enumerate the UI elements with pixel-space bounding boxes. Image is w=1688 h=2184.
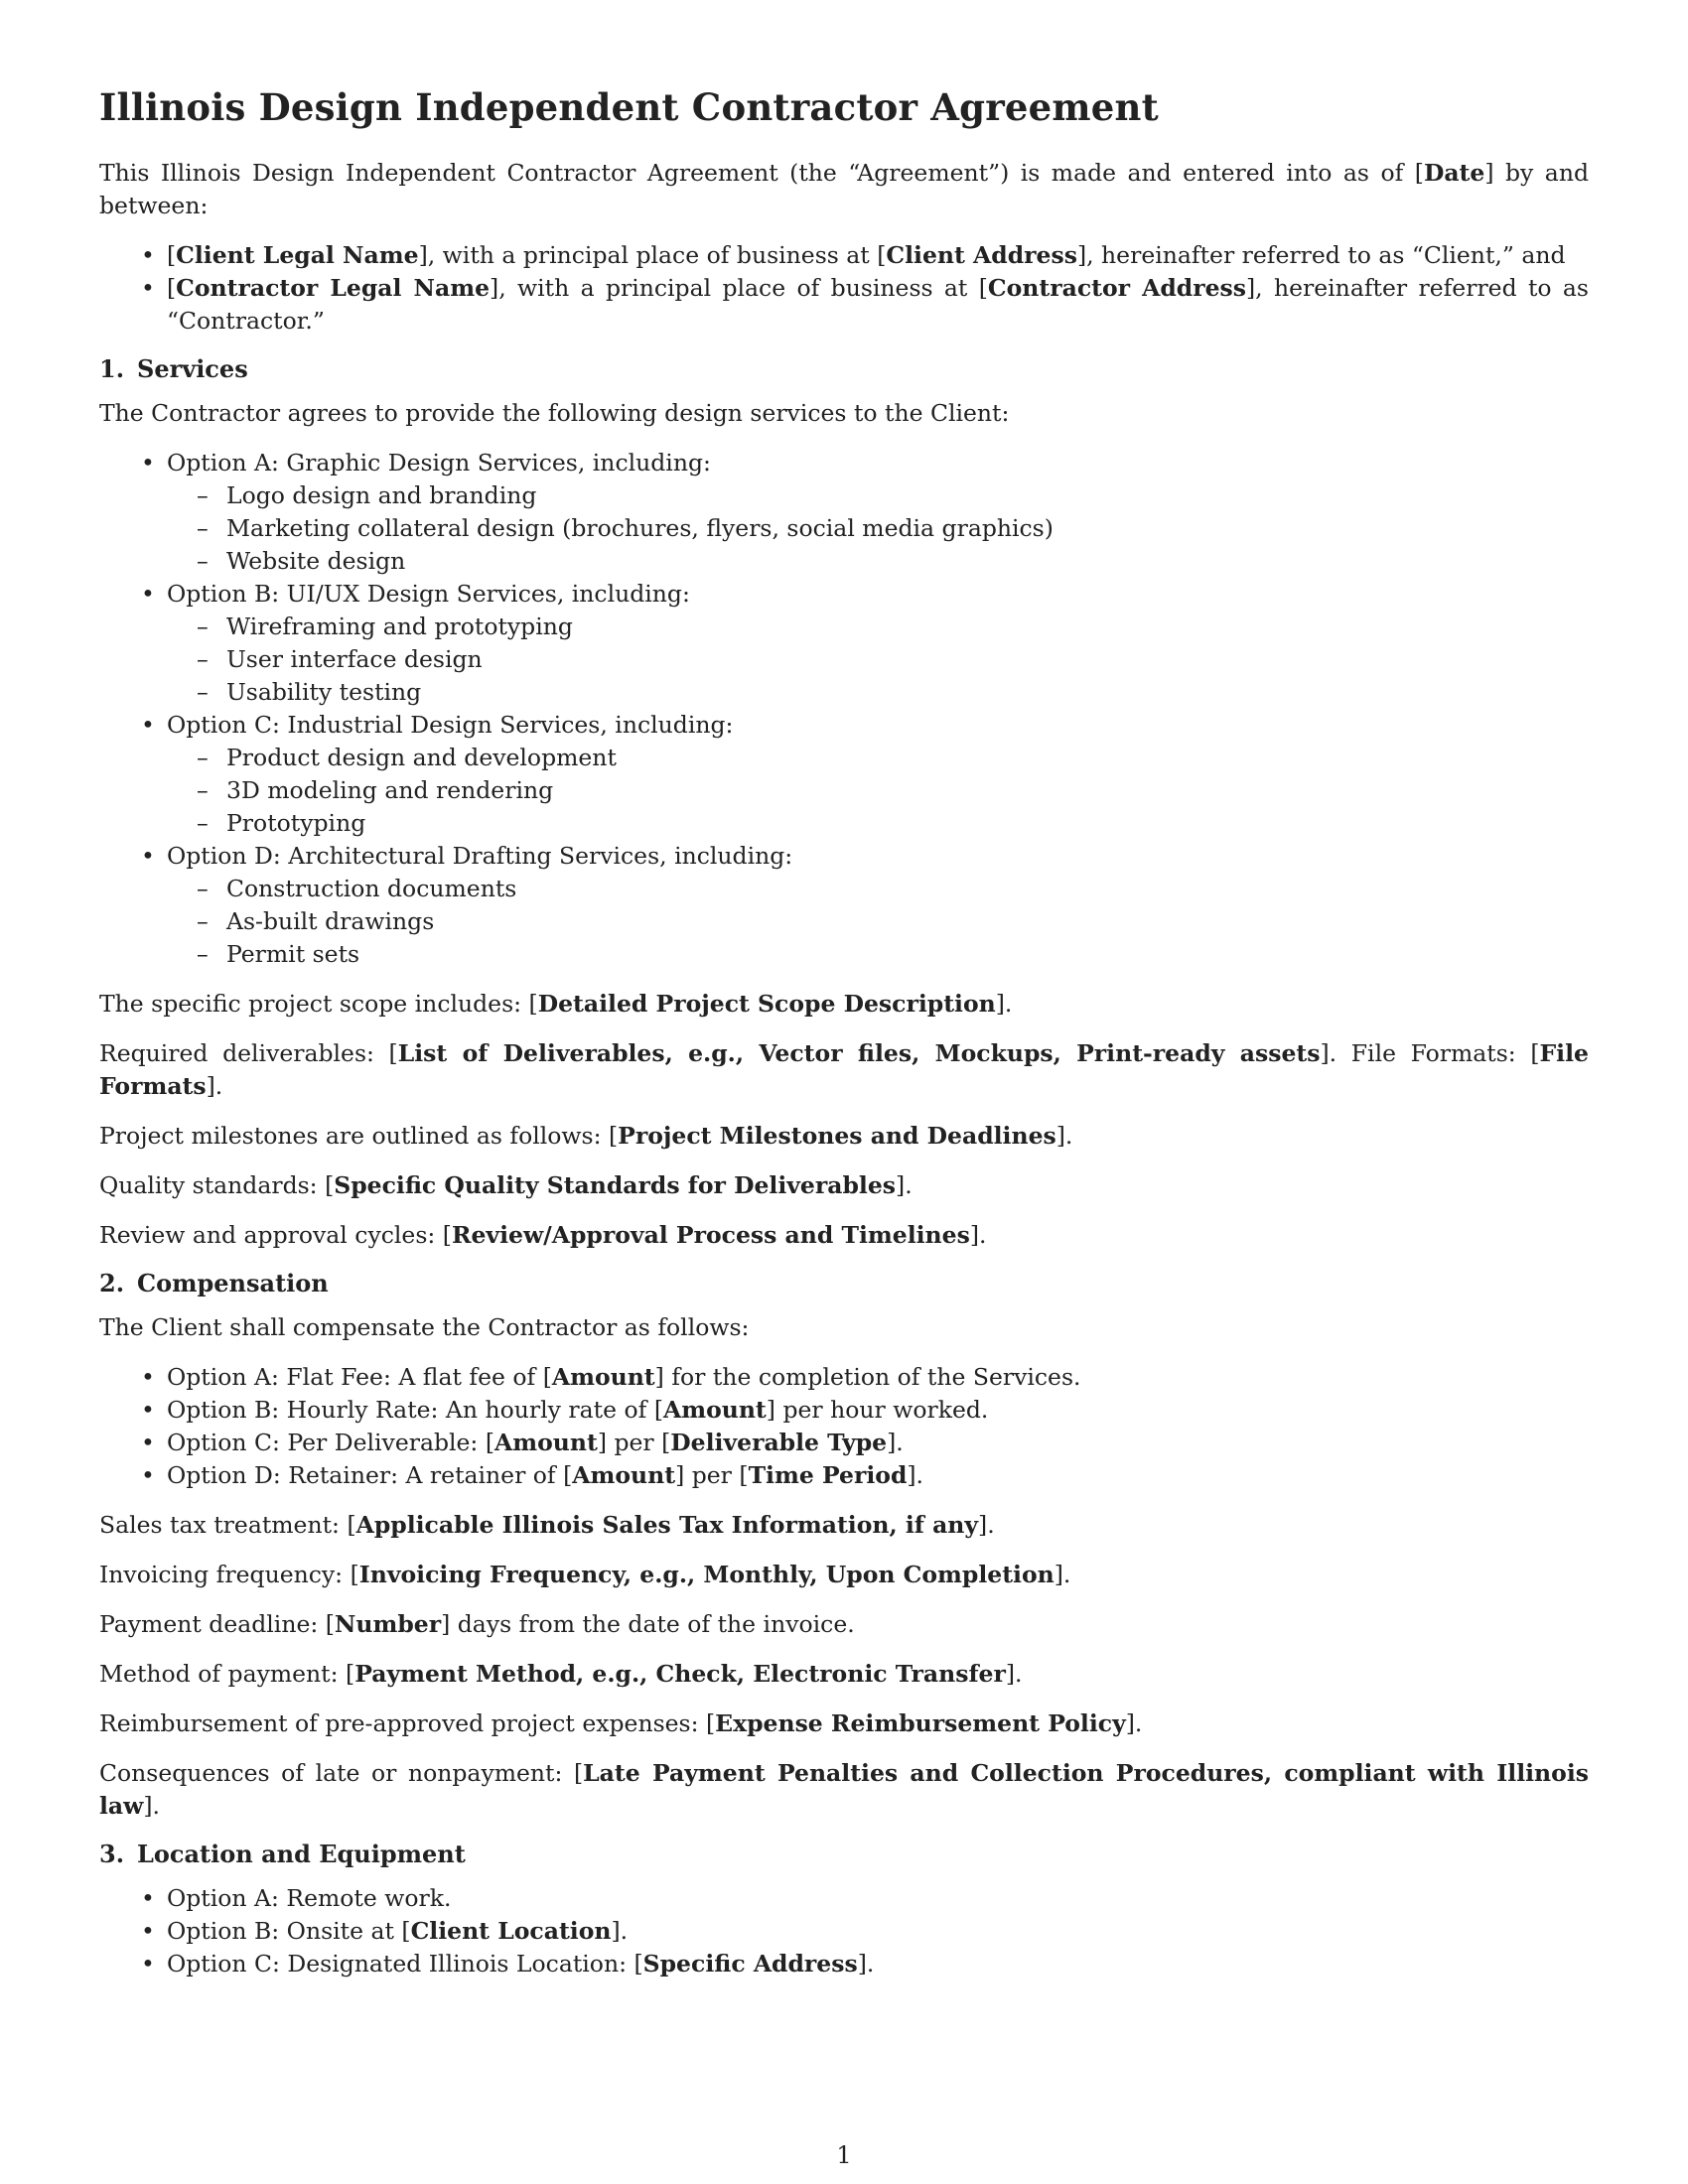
section-heading-compensation: 2. Compensation xyxy=(99,1269,329,1297)
section-heading-services: 1. Services xyxy=(99,354,248,383)
location-options-list xyxy=(99,1882,1589,1980)
deliverables: Required deliverables: [List of Deliverables, e.g., Vector files, Mockups, Print-ready assets]. File Formats: [File Formats]. xyxy=(99,1039,1589,1100)
service-subitem: – Website design xyxy=(226,545,1589,578)
payment-deadline: Payment deadline: [Number] days from the date of the invoice. xyxy=(99,1610,855,1638)
project-scope: The specific project scope includes: [Detailed Project Scope Description]. xyxy=(99,990,1013,1018)
compensation-option: • Option B: Hourly Rate: An hourly rate of [Amount] per hour worked. xyxy=(167,1394,1589,1427)
service-option: • Option D: Architectural Drafting Services, including: – Construction documents – As-built drawings – Permit sets xyxy=(167,840,1589,971)
service-subitem: – As-built drawings xyxy=(226,905,1589,938)
services-intro: The Contractor agrees to provide the following design services to the Client: xyxy=(99,399,1010,427)
intro-paragraph: This Illinois Design Independent Contractor Agreement (the “Agreement”) is made and entered into as of [Date] by and between: xyxy=(99,159,1589,219)
service-option: • Option C: Industrial Design Services, including: – Product design and development – 3D modeling and rendering – Prototyping xyxy=(167,709,1589,840)
late-payment: Consequences of late or nonpayment: [Late Payment Penalties and Collection Procedures, compliant with Illinois law]. xyxy=(99,1759,1589,1820)
service-subitems xyxy=(167,873,1589,971)
service-subitem: – 3D modeling and rendering xyxy=(226,774,1589,807)
sales-tax: Sales tax treatment: [Applicable Illinois Sales Tax Information, if any]. xyxy=(99,1511,995,1539)
service-subitem: – User interface design xyxy=(226,643,1589,676)
compensation-option: • Option C: Per Deliverable: [Amount] per [Deliverable Type]. xyxy=(167,1427,1589,1459)
compensation-option: • Option D: Retainer: A retainer of [Amount] per [Time Period]. xyxy=(167,1459,1589,1492)
service-subitem: – Wireframing and prototyping xyxy=(226,611,1589,643)
service-subitems xyxy=(167,611,1589,709)
milestones: Project milestones are outlined as follows: [Project Milestones and Deadlines]. xyxy=(99,1122,1073,1150)
expense-reimbursement: Reimbursement of pre-approved project expenses: [Expense Reimbursement Policy]. xyxy=(99,1709,1143,1737)
location-option: • Option C: Designated Illinois Location: [Specific Address]. xyxy=(167,1948,1589,1980)
service-subitem: – Usability testing xyxy=(226,676,1589,709)
location-option: • Option A: Remote work. xyxy=(167,1882,1589,1915)
compensation-option: • Option A: Flat Fee: A flat fee of [Amount] for the completion of the Services. xyxy=(167,1361,1589,1394)
section-heading-location: 3. Location and Equipment xyxy=(99,1840,466,1868)
document-title: Illinois Design Independent Contractor Agreement xyxy=(99,85,1159,129)
party-client: • [Client Legal Name], with a principal place of business at [Client Address], hereinafter referred to as “Client,” and xyxy=(167,239,1589,272)
service-subitem: – Marketing collateral design (brochures, flyers, social media graphics) xyxy=(226,512,1589,545)
compensation-intro: The Client shall compensate the Contractor as follows: xyxy=(99,1313,750,1341)
service-subitem: – Permit sets xyxy=(226,938,1589,971)
service-option: • Option A: Graphic Design Services, including: – Logo design and branding – Marketing collateral design (brochures, flyers, social media graphics) – Website design xyxy=(167,447,1589,578)
invoicing-frequency: Invoicing frequency: [Invoicing Frequency, e.g., Monthly, Upon Completion]. xyxy=(99,1561,1071,1588)
service-subitems xyxy=(167,742,1589,840)
party-contractor: • [Contractor Legal Name], with a principal place of business at [Contractor Address], hereinafter referred to as “Contractor.” xyxy=(167,272,1589,338)
quality-standards: Quality standards: [Specific Quality Standards for Deliverables]. xyxy=(99,1171,913,1199)
service-subitem: – Prototyping xyxy=(226,807,1589,840)
compensation-options-list xyxy=(99,1361,1589,1492)
review-cycles: Review and approval cycles: [Review/Approval Process and Timelines]. xyxy=(99,1221,987,1249)
page-number: 1 xyxy=(836,2141,852,2169)
payment-method: Method of payment: [Payment Method, e.g., Check, Electronic Transfer]. xyxy=(99,1660,1023,1688)
services-options-list xyxy=(99,447,1589,971)
service-option: • Option B: UI/UX Design Services, including: – Wireframing and prototyping – User interface design – Usability testing xyxy=(167,578,1589,709)
service-subitems xyxy=(167,479,1589,578)
service-subitem: – Product design and development xyxy=(226,742,1589,774)
parties-list xyxy=(99,239,1589,338)
location-option: • Option B: Onsite at [Client Location]. xyxy=(167,1915,1589,1948)
document-page xyxy=(99,85,1589,1997)
service-subitem: – Logo design and branding xyxy=(226,479,1589,512)
service-subitem: – Construction documents xyxy=(226,873,1589,905)
date-placeholder: Date xyxy=(1423,159,1485,187)
